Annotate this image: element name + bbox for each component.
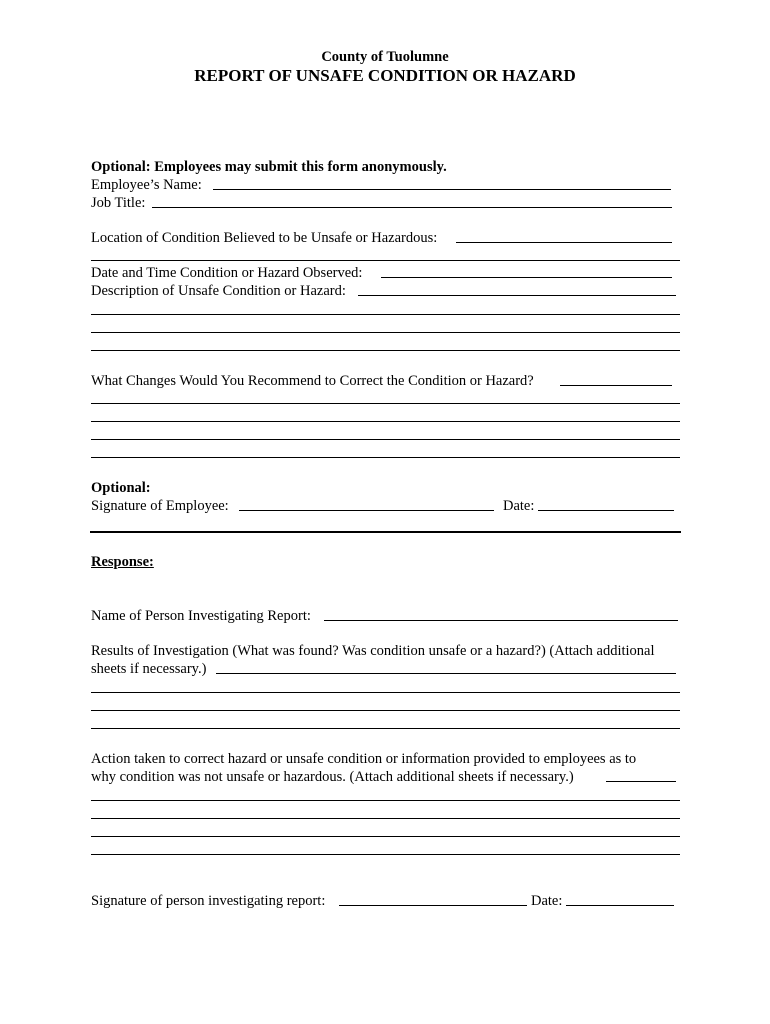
investigator-date-label: Date: [531, 893, 563, 909]
job-title-field[interactable] [152, 207, 672, 208]
recommend-label: What Changes Would You Recommend to Correct the Condition or Hazard? [91, 373, 534, 389]
description-label: Description of Unsafe Condition or Hazard: [91, 283, 346, 299]
county-name: County of Tuolumne [321, 49, 449, 65]
form-title: REPORT OF UNSAFE CONDITION OR HAZARD [194, 66, 576, 85]
investigator-label: Name of Person Investigating Report: [91, 608, 311, 624]
recommend-field-line-2[interactable] [91, 403, 680, 404]
section-divider [90, 531, 681, 533]
description-field-line-4[interactable] [91, 350, 680, 351]
location-label: Location of Condition Believed to be Unsafe or Hazardous: [91, 230, 438, 246]
employee-signature-label: Signature of Employee: [91, 498, 229, 514]
investigator-date-field[interactable] [566, 905, 674, 906]
recommend-field-line-3[interactable] [91, 421, 680, 422]
results-field-line-3[interactable] [91, 710, 680, 711]
location-field[interactable] [456, 242, 672, 243]
results-label-line-1: Results of Investigation (What was found? Was condition unsafe or a hazard?) (Attach additional [91, 643, 655, 659]
results-field-line-2[interactable] [91, 692, 680, 693]
employee-date-label: Date: [503, 498, 535, 514]
employee-signature-field[interactable] [239, 510, 494, 511]
location-field-line-2[interactable] [91, 260, 680, 261]
results-field[interactable] [216, 673, 676, 674]
employee-name-field[interactable] [213, 189, 671, 190]
description-field[interactable] [358, 295, 676, 296]
employee-date-field[interactable] [538, 510, 674, 511]
investigator-signature-label: Signature of person investigating report: [91, 893, 326, 909]
results-field-line-4[interactable] [91, 728, 680, 729]
job-title-label: Job Title: [91, 195, 146, 211]
date-time-field[interactable] [381, 277, 672, 278]
recommend-field-line-5[interactable] [91, 457, 680, 458]
description-field-line-2[interactable] [91, 314, 680, 315]
optional-label: Optional: [91, 480, 151, 496]
investigator-signature-field[interactable] [339, 905, 527, 906]
recommend-field-line-4[interactable] [91, 439, 680, 440]
action-field-line-4[interactable] [91, 836, 680, 837]
action-label-line-1: Action taken to correct hazard or unsafe condition or information provided to employees as to [91, 751, 637, 767]
description-field-line-3[interactable] [91, 332, 680, 333]
action-field-line-2[interactable] [91, 800, 680, 801]
action-field[interactable] [606, 781, 676, 782]
investigator-field[interactable] [324, 620, 678, 621]
action-field-line-5[interactable] [91, 854, 680, 855]
recommend-field[interactable] [560, 385, 672, 386]
employee-name-label: Employee’s Name: [91, 177, 202, 193]
anonymous-note: Optional: Employees may submit this form anonymously. [91, 159, 447, 175]
date-time-label: Date and Time Condition or Hazard Observed: [91, 265, 363, 281]
results-label-line-2: sheets if necessary.) [91, 661, 207, 677]
action-label-line-2: why condition was not unsafe or hazardous. (Attach additional sheets if necessary.) [91, 769, 574, 785]
action-field-line-3[interactable] [91, 818, 680, 819]
response-heading: Response: [91, 554, 154, 570]
